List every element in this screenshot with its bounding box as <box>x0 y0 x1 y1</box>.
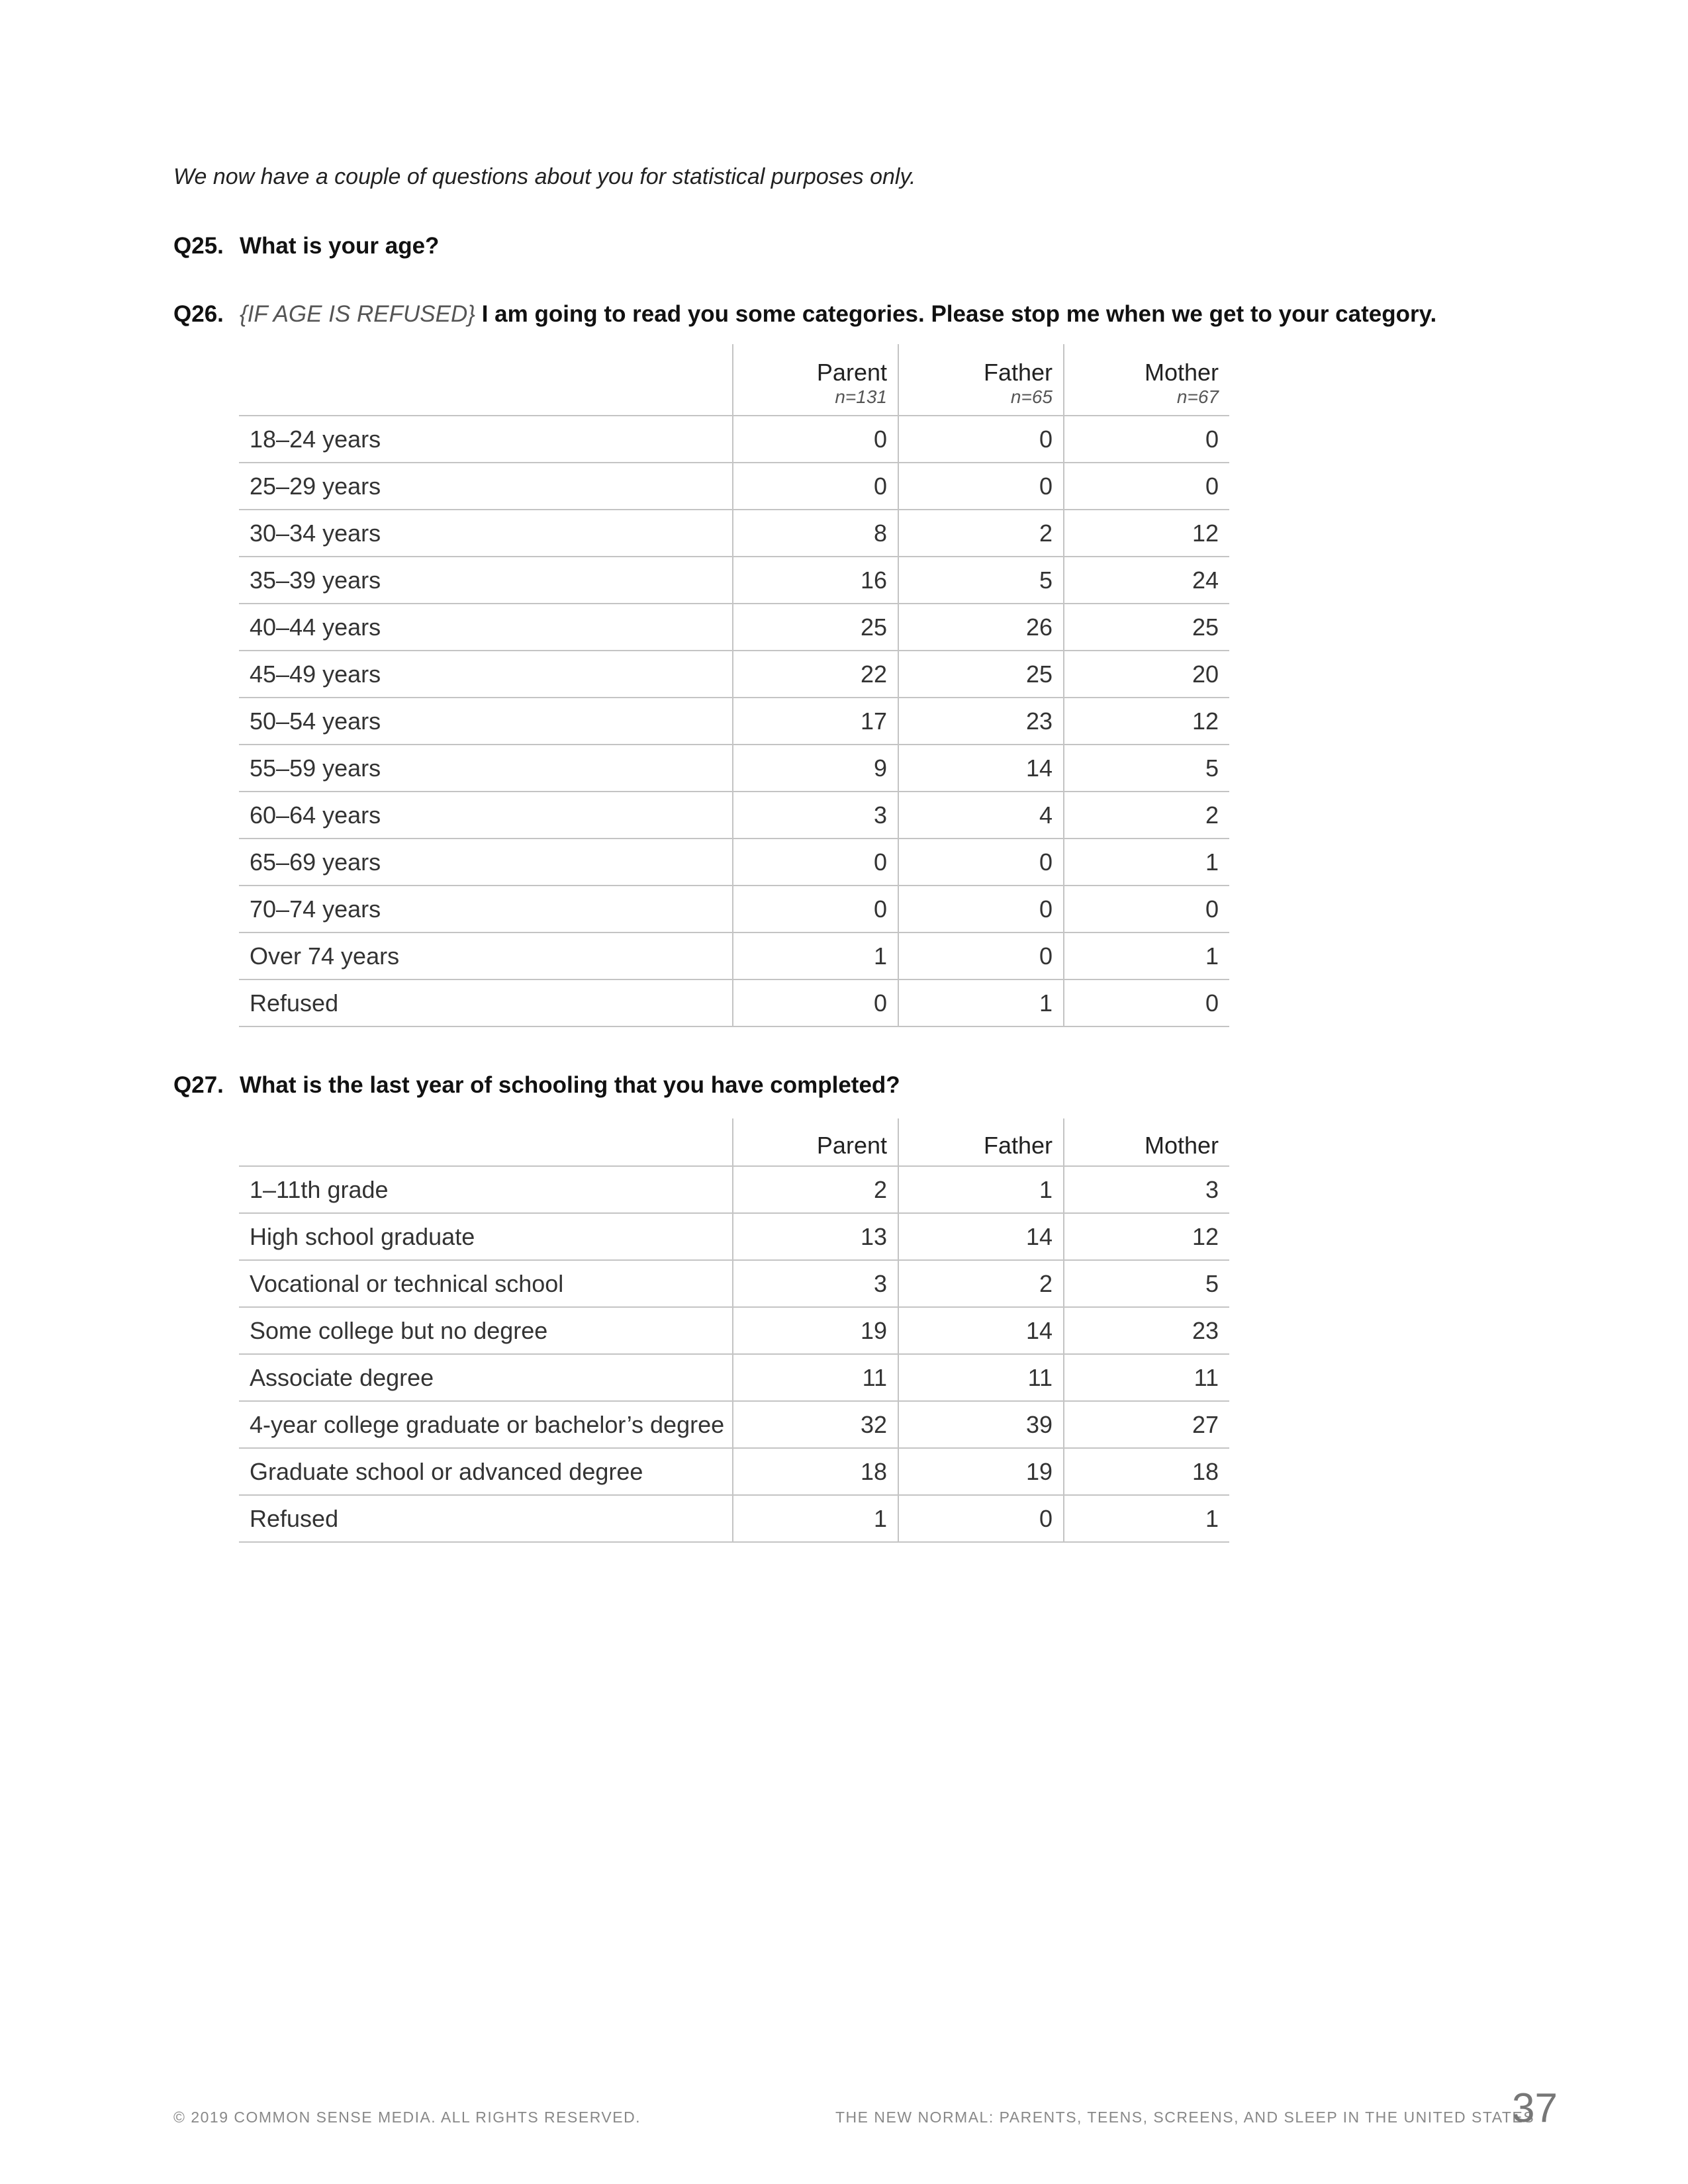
column-label: Father <box>983 1132 1053 1159</box>
cell-value: 2 <box>898 510 1064 557</box>
cell-value: 19 <box>733 1307 898 1354</box>
cell-value: 4 <box>898 792 1064 839</box>
cell-value: 0 <box>1064 886 1229 933</box>
table-row <box>239 698 1229 745</box>
cell-value: 23 <box>1064 1307 1229 1354</box>
footer-report-title: THE NEW NORMAL: PARENTS, TEENS, SCREENS, AND SLEEP IN THE UNITED STATES <box>835 2109 1535 2126</box>
cell-value: 25 <box>898 651 1064 698</box>
question-number: Q27. <box>173 1072 224 1098</box>
table-row <box>239 1213 1229 1260</box>
question-q25 <box>173 233 439 259</box>
cell-value: 39 <box>898 1401 1064 1448</box>
table-row <box>239 416 1229 463</box>
table-row <box>239 557 1229 604</box>
question-text: I am going to read you some categories. Please stop me when we get to your category. <box>481 301 1437 327</box>
question-text: What is your age? <box>240 233 440 259</box>
table-row <box>239 886 1229 933</box>
table-row <box>239 1495 1229 1542</box>
footer-copyright: © 2019 COMMON SENSE MEDIA. ALL RIGHTS RESERVED. <box>173 2109 641 2126</box>
cell-value: 0 <box>898 886 1064 933</box>
row-label: 1–11th grade <box>239 1166 733 1213</box>
row-label: 60–64 years <box>239 792 733 839</box>
cell-value: 0 <box>898 1495 1064 1542</box>
cell-value: 24 <box>1064 557 1229 604</box>
column-sample-size: n=67 <box>1176 387 1219 407</box>
cell-value: 5 <box>898 557 1064 604</box>
header-blank <box>239 344 733 416</box>
column-header-father <box>898 344 1064 416</box>
question-text: What is the last year of schooling that you have completed? <box>240 1072 900 1098</box>
row-label: Vocational or technical school <box>239 1260 733 1307</box>
cell-value: 3 <box>733 792 898 839</box>
schooling-table <box>239 1118 1229 1543</box>
page-number: 37 <box>1512 2085 1558 2131</box>
table-row <box>239 1166 1229 1213</box>
cell-value: 2 <box>733 1166 898 1213</box>
cell-value: 27 <box>1064 1401 1229 1448</box>
table-row <box>239 1401 1229 1448</box>
row-label: Some college but no degree <box>239 1307 733 1354</box>
cell-value: 5 <box>1064 745 1229 792</box>
cell-value: 0 <box>898 839 1064 886</box>
column-header-mother <box>1064 1118 1229 1166</box>
cell-value: 0 <box>733 463 898 510</box>
row-label: 40–44 years <box>239 604 733 651</box>
column-label: Mother <box>1144 1132 1219 1159</box>
cell-value: 26 <box>898 604 1064 651</box>
question-number: Q26. <box>173 301 224 327</box>
column-label: Father <box>983 359 1053 386</box>
cell-value: 12 <box>1064 1213 1229 1260</box>
cell-value: 11 <box>733 1354 898 1401</box>
age-table <box>239 344 1229 1027</box>
cell-value: 2 <box>1064 792 1229 839</box>
cell-value: 0 <box>733 886 898 933</box>
column-header-parent <box>733 344 898 416</box>
cell-value: 1 <box>898 1166 1064 1213</box>
cell-value: 25 <box>1064 604 1229 651</box>
cell-value: 5 <box>1064 1260 1229 1307</box>
row-label: 18–24 years <box>239 416 733 463</box>
cell-value: 1 <box>733 933 898 979</box>
row-label: Associate degree <box>239 1354 733 1401</box>
table-row <box>239 1260 1229 1307</box>
cell-value: 3 <box>1064 1166 1229 1213</box>
cell-value: 3 <box>733 1260 898 1307</box>
column-label: Parent <box>816 1132 887 1159</box>
cell-value: 0 <box>1064 416 1229 463</box>
cell-value: 32 <box>733 1401 898 1448</box>
cell-value: 2 <box>898 1260 1064 1307</box>
table-row <box>239 979 1229 1026</box>
row-label: 55–59 years <box>239 745 733 792</box>
question-number: Q25. <box>173 233 224 259</box>
cell-value: 12 <box>1064 698 1229 745</box>
row-label: High school graduate <box>239 1213 733 1260</box>
cell-value: 1 <box>733 1495 898 1542</box>
table-row <box>239 463 1229 510</box>
column-label: Parent <box>816 359 887 386</box>
column-sample-size: n=65 <box>1010 387 1053 407</box>
cell-value: 1 <box>898 979 1064 1026</box>
row-label: 70–74 years <box>239 886 733 933</box>
cell-value: 18 <box>733 1448 898 1495</box>
row-label: Refused <box>239 979 733 1026</box>
cell-value: 0 <box>733 979 898 1026</box>
cell-value: 1 <box>1064 1495 1229 1542</box>
cell-value: 8 <box>733 510 898 557</box>
cell-value: 18 <box>1064 1448 1229 1495</box>
cell-value: 19 <box>898 1448 1064 1495</box>
row-label: 50–54 years <box>239 698 733 745</box>
question-condition: {IF AGE IS REFUSED} <box>240 301 475 327</box>
intro-text: We now have a couple of questions about you for statistical purposes only. <box>173 164 916 189</box>
row-label: 25–29 years <box>239 463 733 510</box>
cell-value: 0 <box>898 933 1064 979</box>
table-row <box>239 1448 1229 1495</box>
table-header <box>239 1118 1229 1166</box>
cell-value: 11 <box>898 1354 1064 1401</box>
column-label: Mother <box>1144 359 1219 386</box>
column-header-mother <box>1064 344 1229 416</box>
question-q27 <box>173 1072 900 1099</box>
row-label: Over 74 years <box>239 933 733 979</box>
row-label: 45–49 years <box>239 651 733 698</box>
cell-value: 0 <box>733 839 898 886</box>
cell-value: 11 <box>1064 1354 1229 1401</box>
column-header-parent <box>733 1118 898 1166</box>
table-row <box>239 1354 1229 1401</box>
cell-value: 14 <box>898 745 1064 792</box>
cell-value: 25 <box>733 604 898 651</box>
cell-value: 22 <box>733 651 898 698</box>
cell-value: 1 <box>1064 839 1229 886</box>
cell-value: 14 <box>898 1307 1064 1354</box>
cell-value: 12 <box>1064 510 1229 557</box>
column-header-father <box>898 1118 1064 1166</box>
column-sample-size: n=131 <box>835 387 887 407</box>
row-label: 4-year college graduate or bachelor’s degree <box>239 1401 733 1448</box>
cell-value: 0 <box>1064 979 1229 1026</box>
table-row <box>239 839 1229 886</box>
table-row <box>239 933 1229 979</box>
cell-value: 0 <box>1064 463 1229 510</box>
cell-value: 20 <box>1064 651 1229 698</box>
table-row <box>239 745 1229 792</box>
cell-value: 0 <box>898 416 1064 463</box>
cell-value: 1 <box>1064 933 1229 979</box>
row-label: Refused <box>239 1495 733 1542</box>
cell-value: 13 <box>733 1213 898 1260</box>
table-row <box>239 1307 1229 1354</box>
cell-value: 0 <box>898 463 1064 510</box>
table-row <box>239 792 1229 839</box>
table-header <box>239 344 1229 416</box>
cell-value: 14 <box>898 1213 1064 1260</box>
question-q26 <box>173 301 1436 328</box>
row-label: 35–39 years <box>239 557 733 604</box>
row-label: 30–34 years <box>239 510 733 557</box>
row-label: 65–69 years <box>239 839 733 886</box>
cell-value: 23 <box>898 698 1064 745</box>
cell-value: 0 <box>733 416 898 463</box>
table-row <box>239 510 1229 557</box>
table-row <box>239 651 1229 698</box>
row-label: Graduate school or advanced degree <box>239 1448 733 1495</box>
table-row <box>239 604 1229 651</box>
cell-value: 17 <box>733 698 898 745</box>
cell-value: 9 <box>733 745 898 792</box>
header-blank <box>239 1118 733 1166</box>
cell-value: 16 <box>733 557 898 604</box>
